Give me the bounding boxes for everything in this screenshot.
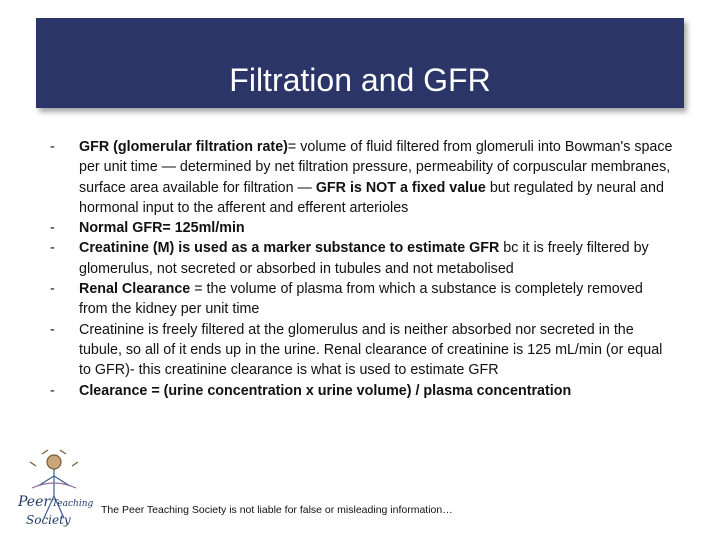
bullet-marker: -	[50, 382, 55, 399]
bullet-renal-clearance	[50, 279, 675, 320]
bullet-gfr-definition	[50, 137, 675, 218]
bullet-text: = the volume of plasma from which a substance is completely removed from the kidney per unit time	[79, 281, 643, 318]
bullet-text: bc it is freely filtered by glomerulus, not secreted or absorbed in tubules and not metabolised	[79, 240, 649, 277]
logo-word-peer: Peer	[18, 494, 51, 510]
bullet-marker: -	[50, 281, 55, 298]
logo-word-society: Society	[26, 513, 71, 527]
logo-word-teaching: Teaching	[52, 499, 94, 509]
bullet-creatinine-clearance	[50, 320, 675, 381]
bullet-marker: -	[50, 139, 55, 155]
bullet-text: Creatinine is freely filtered at the glomerulus and is neither absorbed nor secreted in the tubule, so all of it ends up in the urine. Renal clearance of creatinine is 125 mL/min (or equal to GFR)- this creatinine clearance is what is used to estimate GFR	[79, 321, 663, 379]
bullet-text: = volume of fluid filtered from glomeruli into Bowman's space per unit time — determined by net filtration pressure, permeability of corpuscular membranes, surface area available for filtration —	[79, 139, 673, 196]
bullet-term: Creatinine (M) is used as a marker substance to estimate GFR	[79, 240, 500, 257]
title-banner	[36, 18, 684, 108]
bullet-list	[50, 137, 675, 401]
bullet-creatinine-marker	[50, 238, 675, 279]
disclaimer-footer: The Peer Teaching Society is not liable for false or misleading information…	[101, 504, 453, 516]
bullet-text: but regulated by neural and hormonal input to the afferent and efferent arterioles	[79, 179, 664, 216]
slide-title: Filtration and GFR	[229, 62, 491, 98]
bullet-marker: -	[50, 240, 55, 257]
bullet-normal-gfr	[50, 218, 675, 238]
bullet-marker: -	[50, 321, 55, 338]
peer-teaching-society-logo	[12, 448, 100, 538]
bullet-term: Renal Clearance	[79, 281, 191, 298]
bullet-term: GFR (glomerular filtration rate)	[79, 139, 288, 155]
bullet-term: Clearance = (urine concentration x urine volume) / plasma concentration	[79, 382, 572, 399]
bullet-marker: -	[50, 220, 55, 237]
bullet-term: Normal GFR= 125ml/min	[79, 220, 245, 237]
bullet-emphasis: GFR is NOT a fixed value	[315, 179, 486, 196]
bullet-clearance-formula	[50, 381, 675, 401]
